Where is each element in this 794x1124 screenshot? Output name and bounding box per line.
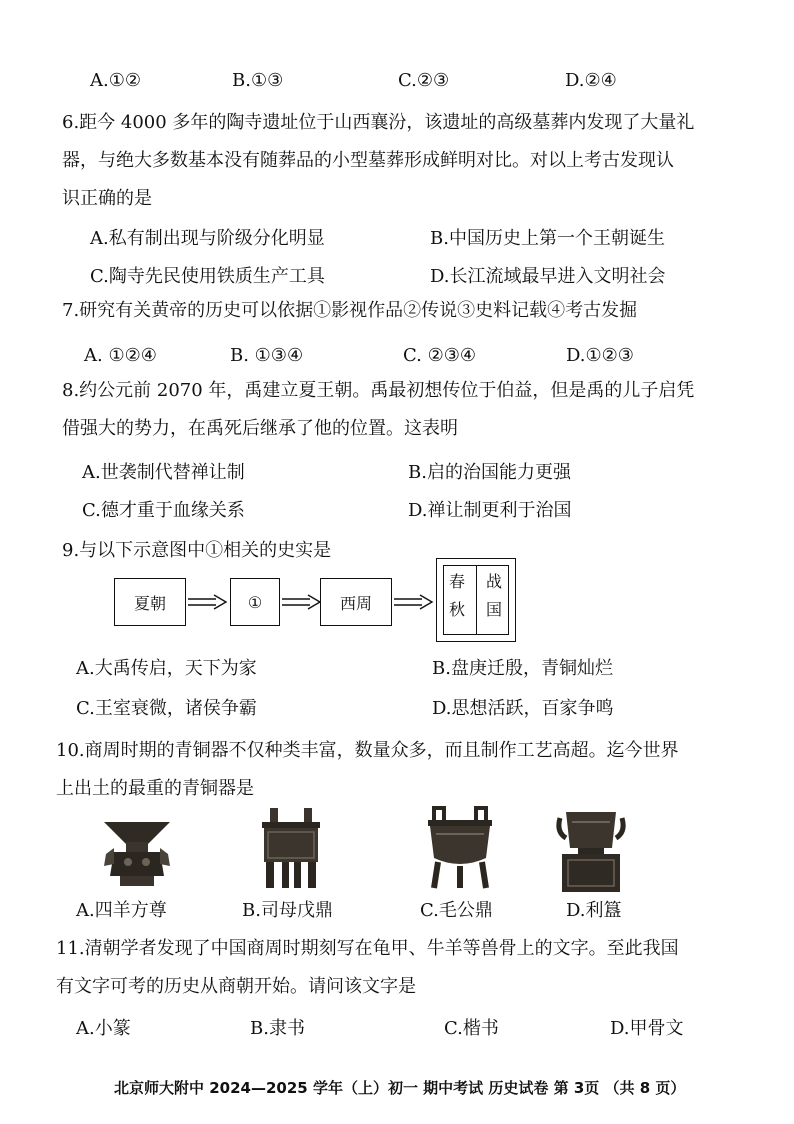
q10-stem-line-2: 上出土的最重的青铜器是 <box>56 778 254 799</box>
q11-option-b[interactable]: B.隶书 <box>250 1018 305 1039</box>
q5-option-b[interactable]: B.①③ <box>232 70 284 91</box>
q9-stem: 9.与以下示意图中①相关的史实是 <box>62 540 332 561</box>
diagram-arrow-2 <box>282 594 322 610</box>
autumn-char: 秋 <box>448 600 465 619</box>
diagram-box-western-zhou <box>320 578 392 626</box>
q7-option-a[interactable]: A. ①②④ <box>84 345 157 366</box>
states-char: 国 <box>485 600 502 619</box>
q11-option-c[interactable]: C.楷书 <box>444 1018 499 1039</box>
q6-option-c[interactable]: C.陶寺先民使用铁质生产工具 <box>90 266 325 287</box>
diagram-box-western-zhou-label: 西周 <box>339 593 372 613</box>
q8-option-d[interactable]: D.禅让制更利于治国 <box>408 500 572 521</box>
simuwu-ding-icon <box>258 806 324 890</box>
q7-option-b[interactable]: B. ①③④ <box>230 345 304 366</box>
q6-option-b[interactable]: B.中国历史上第一个王朝诞生 <box>430 228 665 249</box>
q7-option-d[interactable]: D.①②③ <box>566 345 634 366</box>
spring-char: 春 <box>448 572 465 591</box>
q11-stem-line-2: 有文字可考的历史从商朝开始。请问该文字是 <box>56 976 416 997</box>
q6-stem-line-2: 器，与绝大多数基本没有随葬品的小型墓葬形成鲜明对比。对以上考古发现认 <box>62 150 674 171</box>
diagram-arrow-3 <box>394 594 434 610</box>
q11-option-d[interactable]: D.甲骨文 <box>610 1018 684 1039</box>
q8-stem-line-1: 8.约公元前 2070 年，禹建立夏王朝。禹最初想传位于伯益，但是禹的儿子启凭 <box>62 380 695 401</box>
q6-option-a[interactable]: A.私有制出现与阶级分化明显 <box>90 228 325 249</box>
q9-option-c[interactable]: C.王室衰微，诸侯争霸 <box>76 698 257 719</box>
diagram-box-unknown <box>230 578 280 626</box>
warring-char: 战 <box>485 572 502 591</box>
q8-option-b[interactable]: B.启的治国能力更强 <box>408 462 571 483</box>
q8-option-a[interactable]: A.世袭制代替禅让制 <box>82 462 245 483</box>
q6-stem-line-3: 识正确的是 <box>62 188 152 209</box>
q6-option-d[interactable]: D.长江流域最早进入文明社会 <box>430 266 666 287</box>
q7-stem: 7.研究有关黄帝的历史可以依据①影视作品②传说③史料记载④考古发掘 <box>62 300 638 321</box>
q9-option-b[interactable]: B.盘庚迁殷，青铜灿烂 <box>432 658 613 679</box>
q11-stem-line-1: 11.清朝学者发现了中国商周时期刻写在龟甲、牛羊等兽骨上的文字。至此我国 <box>56 938 679 959</box>
q5-option-d[interactable]: D.②④ <box>565 70 617 91</box>
q11-option-a[interactable]: A.小篆 <box>76 1018 131 1039</box>
four-goat-square-zun-icon <box>98 818 176 890</box>
q10-option-b[interactable]: B.司母戊鼎 <box>242 900 333 921</box>
q9-option-a[interactable]: A.大禹传启，天下为家 <box>76 658 257 679</box>
q10-option-d[interactable]: D.利簋 <box>566 900 622 921</box>
diagram-box-xia-label: 夏朝 <box>133 593 166 613</box>
q9-option-d[interactable]: D.思想活跃，百家争鸣 <box>432 698 614 719</box>
diagram-box-xia <box>114 578 186 626</box>
page-footer: 北京师大附中 2024—2025 学年（上）初一 期中考试 历史试卷 第 3页 （共 8 页） <box>114 1079 686 1097</box>
q10-option-a[interactable]: A.四羊方尊 <box>76 900 167 921</box>
q10-option-c[interactable]: C.毛公鼎 <box>420 900 493 921</box>
q10-stem-line-1: 10.商周时期的青铜器不仅种类丰富，数量众多，而且制作工艺高超。迄今世界 <box>56 740 679 761</box>
li-gui-icon <box>556 808 626 894</box>
maogong-ding-icon <box>424 806 496 890</box>
q8-option-c[interactable]: C.德才重于血缘关系 <box>82 500 245 521</box>
diagram-box-unknown-label: ① <box>247 592 263 612</box>
q5-option-c[interactable]: C.②③ <box>398 70 450 91</box>
q6-stem-line-1: 6.距今 4000 多年的陶寺遗址位于山西襄汾，该遗址的高级墓葬内发现了大量礼 <box>62 112 695 133</box>
diagram-box-spring-autumn-warring-states <box>436 558 516 642</box>
q8-stem-line-2: 借强大的势力，在禹死后继承了他的位置。这表明 <box>62 418 458 439</box>
q7-option-c[interactable]: C. ②③④ <box>403 345 476 366</box>
q5-option-a[interactable]: A.①② <box>90 70 141 91</box>
diagram-arrow-1 <box>188 594 228 610</box>
